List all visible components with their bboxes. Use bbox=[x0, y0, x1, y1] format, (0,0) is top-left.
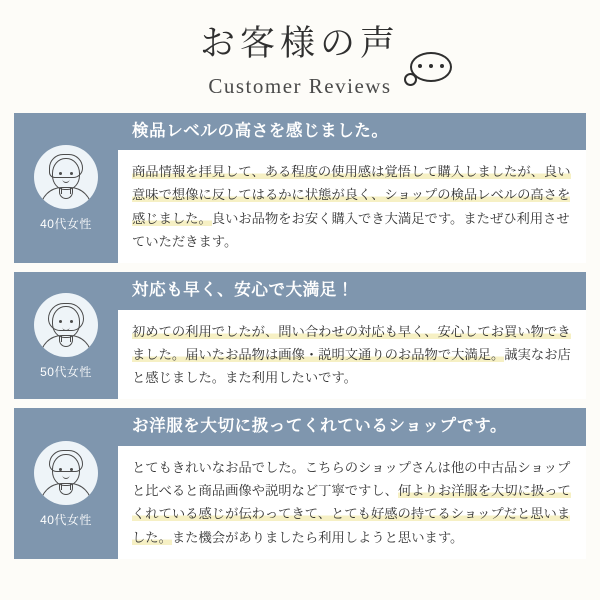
review-title: 検品レベルの高さを感じました。 bbox=[118, 113, 586, 150]
review-card bbox=[14, 272, 586, 399]
review-body bbox=[118, 446, 586, 559]
review-card bbox=[14, 113, 586, 264]
avatar-column bbox=[14, 408, 118, 559]
review-content bbox=[118, 272, 586, 399]
speech-bubble-icon bbox=[404, 52, 452, 88]
avatar-caption: 40代女性 bbox=[40, 217, 92, 231]
review-content bbox=[118, 113, 586, 264]
avatar-column bbox=[14, 272, 118, 399]
review-body bbox=[118, 150, 586, 263]
avatar bbox=[34, 293, 98, 357]
page-subtitle: Customer Reviews bbox=[208, 73, 392, 98]
avatar-caption: 50代女性 bbox=[40, 364, 92, 379]
page-title: お客様の声 bbox=[199, 24, 400, 63]
avatar-caption: 40代女性 bbox=[40, 512, 92, 527]
review-body-highlight: 何よりお洋服を大切に扱ってくれている感じが伝わってきて、とても好感の持てるショップだと思いました。 bbox=[132, 483, 571, 545]
reviews-list bbox=[0, 113, 600, 559]
review-body-plain: とてもきれいなお品でした。こちらのショップさんは他の中古品ショップと比べると商品画像や説明など丁寧ですし、 bbox=[132, 459, 571, 499]
review-body-rest: また機会がありましたら利用しようと思います。 bbox=[171, 529, 464, 545]
review-content bbox=[118, 408, 586, 559]
avatar-column bbox=[14, 113, 118, 264]
review-title: お洋服を大切に扱ってくれているショップです。 bbox=[118, 408, 586, 445]
page-header bbox=[0, 0, 600, 99]
review-body-rest: 良いお品物をお安く購入でき大満足です。またぜひ利用させていただきます。 bbox=[132, 210, 570, 249]
review-title: 対応も早く、安心で大満足！ bbox=[118, 272, 586, 309]
review-body-highlight: 初めての利用でしたが、問い合わせの対応も早く、安心してお買い物できました。届いたお品物は画像・説明文通りのお品物で大満足。 bbox=[132, 323, 571, 362]
review-body-highlight: 商品情報を拝見して、ある程度の使用感は覚悟して購入しましたが、良い意味で想像に反してはるかに状態が良く、ショップの検品レベルの高さを感じました。 bbox=[132, 164, 571, 226]
avatar bbox=[34, 441, 98, 505]
avatar bbox=[34, 145, 98, 209]
review-card bbox=[14, 408, 586, 559]
review-body bbox=[118, 310, 586, 400]
review-body-rest: 誠実なお店と感じました。また利用したいです。 bbox=[132, 346, 571, 386]
